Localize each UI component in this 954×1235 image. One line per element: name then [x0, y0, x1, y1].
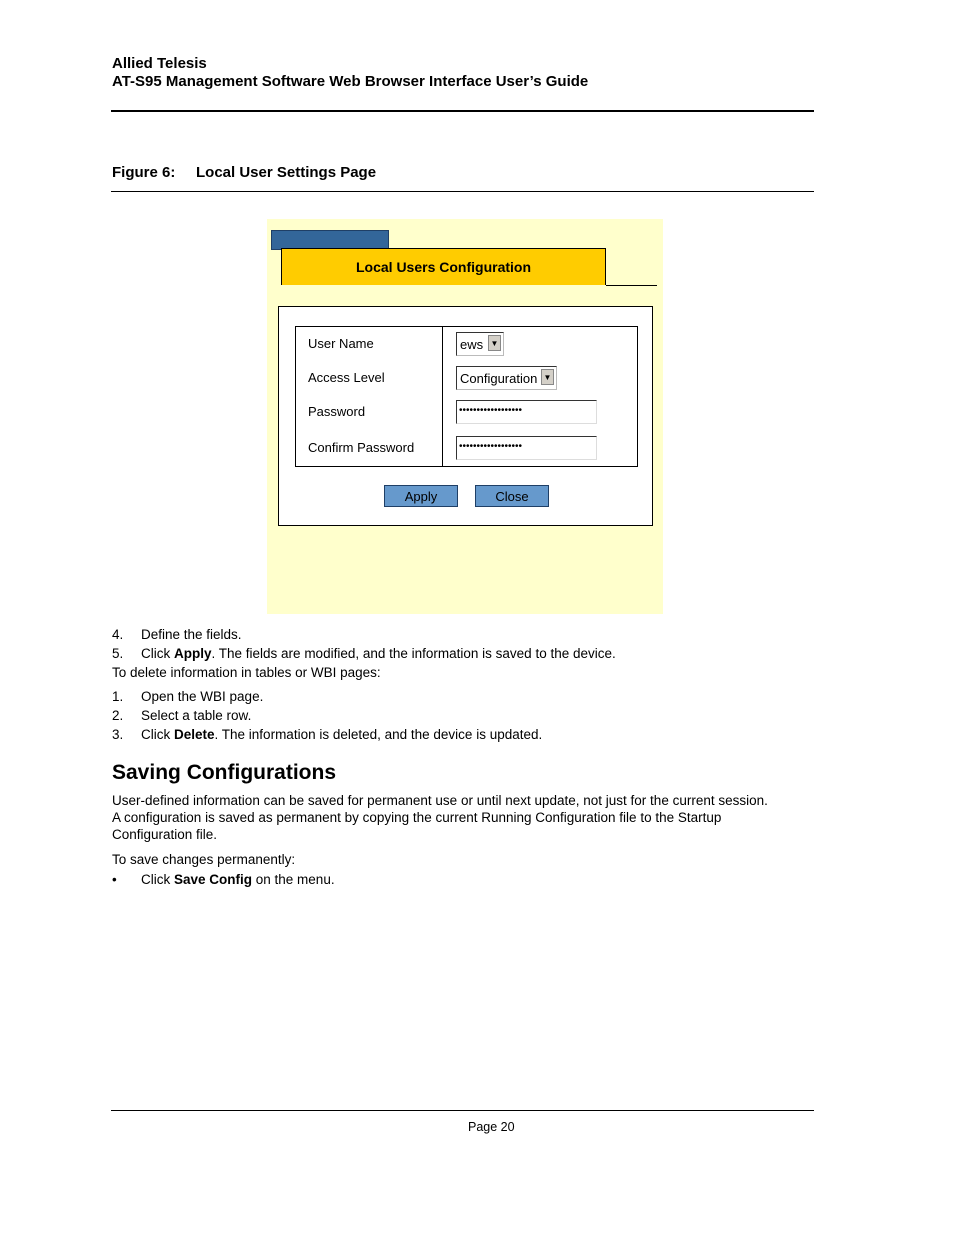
step-text: Select a table row.	[141, 708, 252, 723]
step-number: 2.	[112, 708, 124, 723]
user-name-label: User Name	[308, 336, 374, 351]
bullet-icon: •	[112, 872, 117, 887]
confirm-password-label: Confirm Password	[308, 440, 415, 455]
tab-inactive[interactable]	[271, 230, 389, 250]
step-text: Define the fields.	[141, 627, 242, 642]
step-text: Open the WBI page.	[141, 689, 264, 704]
user-name-select[interactable]	[456, 332, 504, 356]
bullet-text: Click Save Config on the menu.	[141, 872, 335, 887]
confirm-password-input[interactable]: ••••••••••••••••••	[456, 436, 597, 460]
delete-intro: To delete information in tables or WBI pages:	[112, 665, 381, 680]
list-item	[112, 708, 251, 723]
figure-label: Figure 6:	[112, 164, 176, 181]
step-number: 3.	[112, 727, 124, 742]
access-level-value: Configuration	[460, 370, 538, 386]
step-number: 4.	[112, 627, 124, 642]
list-item	[112, 646, 616, 661]
chevron-down-icon[interactable]: ▼	[488, 335, 501, 351]
list-item	[112, 627, 242, 642]
footer-rule	[111, 1110, 814, 1111]
section-paragraph: User-defined information can be saved for permanent use or until next update, not just for the current session. A configuration is saved as permanent by copying the current Running Configuration file to the Startup Configuration file.	[112, 793, 768, 842]
config-panel	[278, 306, 653, 526]
user-name-value: ews	[460, 336, 484, 352]
user-form	[295, 326, 638, 467]
access-level-select[interactable]	[456, 366, 557, 390]
page-number: Page 20	[468, 1120, 515, 1134]
tab-baseline	[606, 285, 657, 286]
list-item	[112, 872, 335, 887]
list-item	[112, 689, 263, 704]
password-label: Password	[308, 404, 366, 419]
step-text: Click Delete. The information is deleted, and the device is updated.	[141, 727, 543, 742]
chevron-down-icon[interactable]: ▼	[541, 369, 554, 385]
guide-title: AT-S95 Management Software Web Browser Interface User’s Guide	[112, 73, 589, 90]
step-text: Click Apply. The fields are modified, and the information is saved to the device.	[141, 646, 616, 661]
password-input[interactable]: ••••••••••••••••••	[456, 400, 597, 424]
list-item	[112, 727, 542, 742]
access-level-label: Access Level	[308, 370, 385, 385]
section-heading: Saving Configurations	[112, 761, 337, 784]
caption-rule	[111, 191, 814, 192]
figure-title: Local User Settings Page	[196, 164, 377, 181]
step-number: 1.	[112, 689, 124, 704]
step-number: 5.	[112, 646, 124, 661]
local-users-screenshot	[267, 219, 663, 614]
header-rule	[111, 110, 814, 112]
save-intro: To save changes permanently:	[112, 852, 296, 867]
tab-title: Local Users Configuration	[355, 259, 532, 275]
close-button[interactable]: Close	[475, 485, 549, 507]
apply-button[interactable]: Apply	[384, 485, 458, 507]
company-name: Allied Telesis	[112, 55, 207, 72]
figure-caption	[112, 164, 376, 181]
tab-local-users-configuration[interactable]	[281, 248, 606, 285]
form-divider	[442, 327, 443, 466]
